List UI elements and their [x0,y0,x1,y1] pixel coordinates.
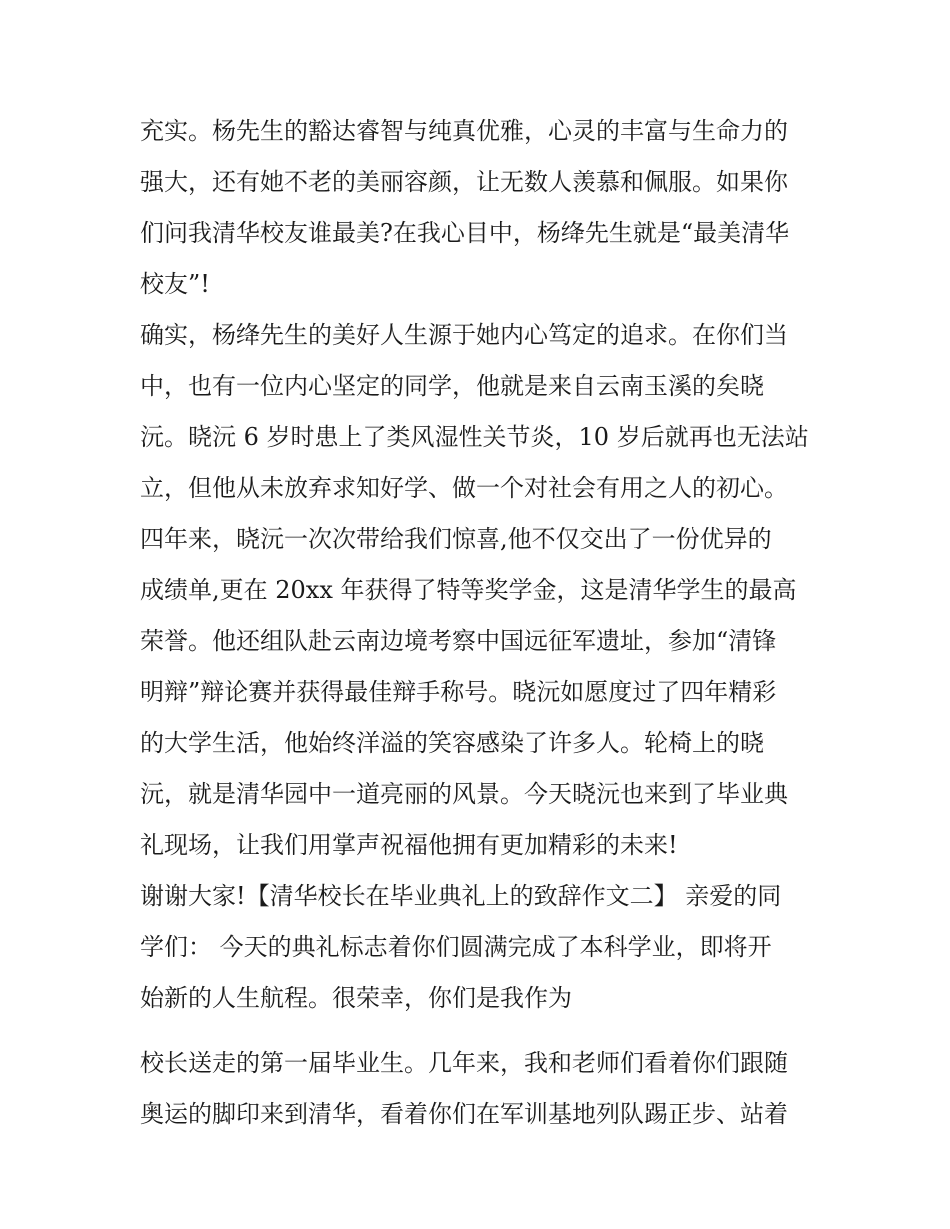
line-gap [140,1024,820,1038]
text-line: 确实，杨绛先生的美好人生源于她内心笃定的追求。在你们当 [140,321,788,349]
text-line: 立，但他从未放弃求知好学、做一个对社会有用之人的初心。 [140,474,788,502]
text-line: 荣誉。他还组队赴云南边境考察中国远征军遗址，参加“清锋 [140,627,777,655]
text-line: 校长送走的第一届毕业生。几年来，我和老师们看着你们跟随 [140,1049,788,1077]
text-line: 始新的人生航程。很荣幸，你们是我作为 [140,984,572,1012]
text-line: 沅，就是清华园中一道亮丽的风景。今天晓沅也来到了毕业典 [140,780,788,808]
text-line: 四年来，晓沅一次次带给我们惊喜,他不仅交出了一份优异的 [140,525,772,553]
text-line: 强大，还有她不老的美丽容颜，让无数人羡慕和佩服。如果你 [140,168,788,196]
text-line: 沅。晓沅 6 岁时患上了类风湿性关节炎，10 岁后就再也无法站 [140,423,809,451]
text-line: 校友”! [140,270,210,298]
text-line: 明辩”辩论赛并获得最佳辩手称号。晓沅如愿度过了四年精彩 [140,678,777,706]
text-line: 成绩单,更在 20xx 年获得了特等奖学金，这是清华学生的最高 [140,576,797,604]
text-line: 谢谢大家!【清华校长在毕业典礼上的致辞作文二】 亲爱的同 [140,882,782,910]
text-line: 学们： 今天的典礼标志着你们圆满完成了本科学业，即将开 [140,933,772,961]
text-line: 的大学生活，他始终洋溢的笑容感染了许多人。轮椅上的晓 [140,729,764,757]
document-body [140,106,820,1140]
text-line: 中，也有一位内心坚定的同学，他就是来自云南玉溪的矣晓 [140,372,764,400]
text-line: 奥运的脚印来到清华，看着你们在军训基地列队踢正步、站着 [140,1100,788,1128]
text-line: 们问我清华校友谁最美?在我心目中，杨绛先生就是“最美清华 [140,219,790,247]
text-line: 礼现场，让我们用掌声祝福他拥有更加精彩的未来! [140,831,678,859]
text-line: 充实。杨先生的豁达睿智与纯真优雅，心灵的丰富与生命力的 [140,117,788,145]
